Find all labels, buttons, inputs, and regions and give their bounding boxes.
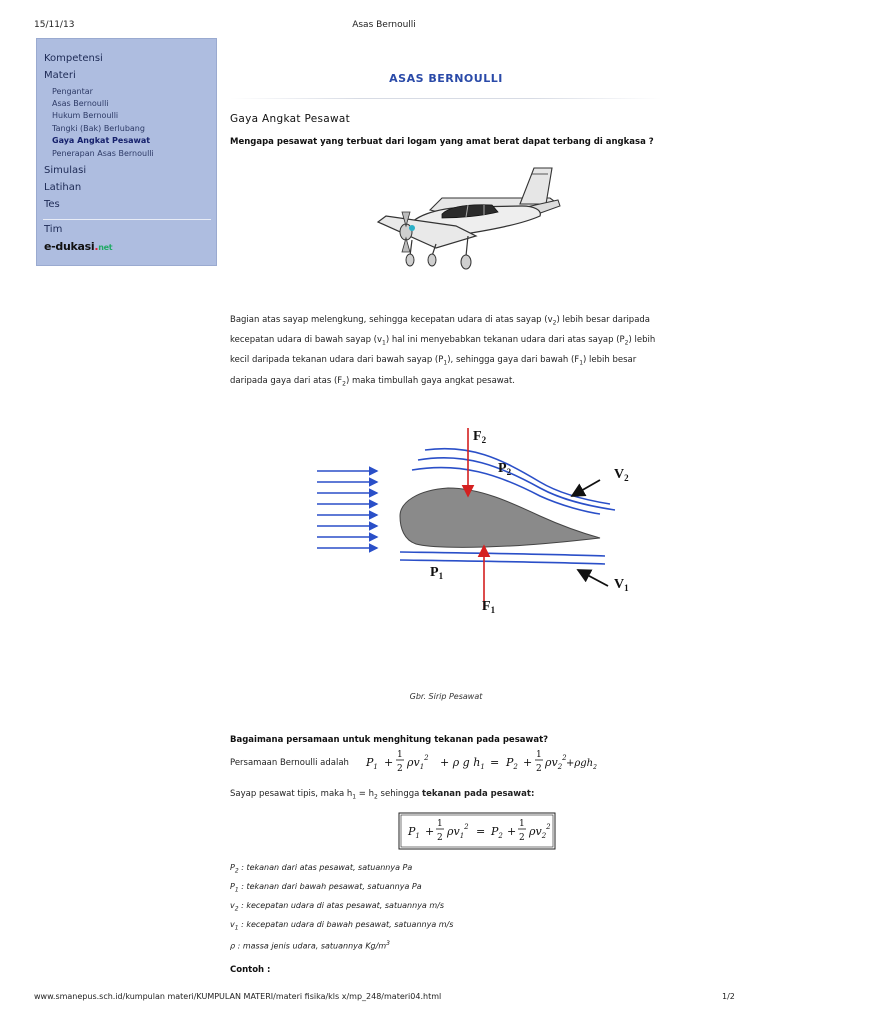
sidebar-divider [43,219,211,220]
legend-rho: ρ : massa jenis udara, satuannya $Kg/m^3$ [230,940,390,952]
svg-text:1: 1 [437,819,443,829]
print-title: Asas Bernoulli [352,20,416,30]
print-date: 15/11/13 [34,20,75,30]
svg-text:2: 2 [437,833,443,843]
svg-text:ρv22: $\rho v_2^2$ [529,823,551,840]
figure-caption: Gbr. Sirip Pesawat [409,692,483,701]
page-title: ASAS BERNOULLI [389,72,503,85]
lower-streamlines [400,552,605,564]
label-v1: $V_1$ [614,577,629,593]
svg-text:1: 1 [536,750,542,760]
sidebar-subitem-hukum-bernoulli[interactable]: Hukum Bernoulli [52,111,119,120]
footer-url[interactable]: www.smanepus.sch.id/kumpulan materi/KUMPULAN MATERI/materi fisika/kls x/mp_248/materi04.html [34,992,442,1001]
sidebar-item-tes[interactable]: Tes [44,199,60,210]
paragraph-line-1: Bagian atas sayap melengkung, sehingga kecepatan udara di atas sayap $(v_2)$ lebih besar daripada [230,315,651,327]
example-heading: Contoh : [230,965,271,975]
svg-text:ρv12: $\rho v_1^2$ [407,754,429,771]
explanation-paragraph [230,312,662,393]
svg-text:=: = [490,756,500,769]
sidebar-subitem-asas-bernoulli[interactable]: Asas Bernoulli [52,99,109,108]
paragraph-line-3: kecil daripada tekanan udara dari bawah sayap $(P_1)$, sehingga gaya dari bawah $(F_1)$ lebih besar [230,355,637,368]
svg-text:+ρgh2: +ρgh$_2$ [566,758,597,771]
sidebar-item-tim[interactable]: Tim [44,224,63,235]
svg-text:+: + [523,756,533,769]
airfoil-diagram [300,418,660,618]
sidebar-subitem-penerapan[interactable]: Penerapan Asas Bernoulli [52,149,154,158]
svg-text:ρv22: $\rho v_2^2$ [545,754,567,771]
svg-text:=: = [476,825,486,838]
svg-text:+ ρ g h1: + ρ g $h_1$ [440,756,485,771]
bernoulli-intro: Persamaan Bernoulli adalah [230,758,349,768]
title-divider [230,98,662,99]
airplane-illustration [372,164,560,276]
label-p2: $P_2$ [498,461,512,477]
legend-p1: $P_1$ : tekanan dari bawah pesawat, satuannya Pa [230,882,422,894]
sidebar-item-kompetensi[interactable]: Kompetensi [44,53,103,64]
svg-text:P2: $P_2$ [506,756,518,771]
symbol-legend [230,860,453,955]
sidebar-subitem-gaya-angkat[interactable]: Gaya Angkat Pesawat [52,136,151,145]
label-f1: $F_1$ [482,599,496,615]
legend-v2: $v_2$ : kecepatan udara di atas pesawat, satuannya m/s [230,901,445,913]
svg-text:1: 1 [397,750,403,760]
main-question: Mengapa pesawat yang terbuat dari logam yang amat berat dapat terbang di angkasa ? [230,137,654,147]
sidebar-nav [36,38,217,266]
legend-v1: $v_1$ : kecepatan udara di bawah pesawat, satuannya m/s [230,920,454,932]
label-v2: $V_2$ [614,467,629,483]
paragraph-line-4: daripada gaya dari atas $(F_2)$ maka timbullah gaya angkat pesawat. [230,375,515,388]
v1-pointer-arrow [578,570,608,586]
label-f2: $F_2$ [473,429,487,445]
svg-text:2: 2 [519,833,525,843]
svg-text:1: 1 [519,819,525,829]
svg-text:P1: $P_1$ [408,825,420,840]
svg-text:+: + [384,756,394,769]
incoming-flow-arrows [317,471,377,548]
pressure-equation-box [398,812,556,850]
svg-text:ρv12: $\rho v_1^2$ [447,823,469,840]
svg-text:P2: $P_2$ [491,825,503,840]
bernoulli-equation [364,746,597,778]
thin-wing-sentence: Sayap pesawat tipis, maka $h_1 = h_2$ sehingga tekanan pada pesawat: [230,789,535,801]
paragraph-line-2: kecepatan udara di bawah sayap $(v_1)$ hal ini menyebabkan tekanan udara dari atas sayap $(P_2)$ lebih [230,335,656,347]
wing-airfoil [400,488,600,547]
svg-text:+: + [425,825,435,838]
footer-page-number: 1/2 [722,992,735,1001]
svg-text:+: + [507,825,517,838]
svg-text:2: 2 [397,764,403,774]
edukasi-logo[interactable]: e-dukasi.net [44,240,113,253]
label-p1: $P_1$ [430,565,444,581]
sidebar-item-materi[interactable]: Materi [44,70,76,81]
svg-text:P1: $P_1$ [366,756,378,771]
legend-p2: $P_2$ : tekanan dari atas pesawat, satuannya Pa [230,863,413,875]
equation-question: Bagaimana persamaan untuk menghitung tekanan pada pesawat? [230,735,549,745]
v2-pointer-arrow [572,480,600,496]
sidebar-item-simulasi[interactable]: Simulasi [44,165,87,176]
sidebar-subitem-pengantar[interactable]: Pengantar [52,87,93,96]
sidebar-subitem-tangki[interactable]: Tangki (Bak) Berlubang [52,124,145,133]
sidebar-item-latihan[interactable]: Latihan [44,182,82,193]
svg-text:2: 2 [536,764,542,774]
section-heading: Gaya Angkat Pesawat [230,113,351,125]
